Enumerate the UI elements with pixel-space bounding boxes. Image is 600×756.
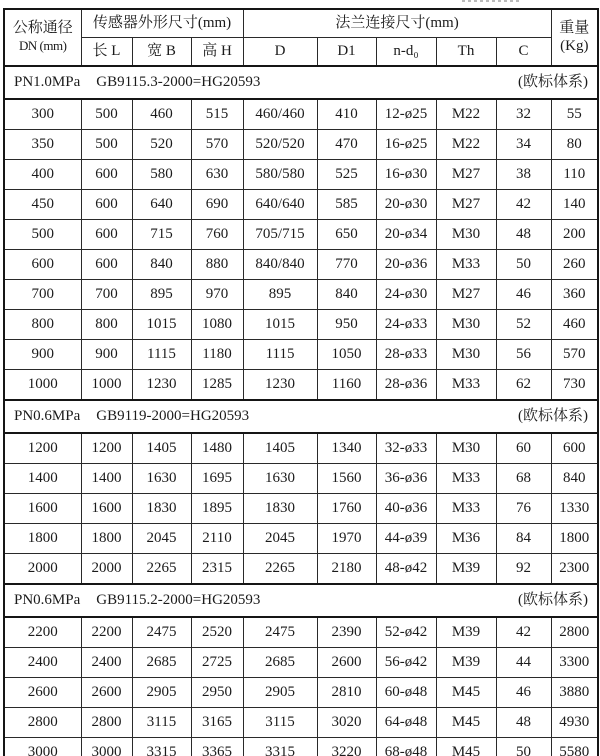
table-cell: 140 bbox=[551, 190, 598, 220]
section-header-cell bbox=[4, 66, 598, 99]
table-cell: 60-ø48 bbox=[376, 678, 436, 708]
table-cell: 895 bbox=[132, 280, 191, 310]
table-cell: 1230 bbox=[132, 370, 191, 401]
section-header-row bbox=[4, 66, 598, 99]
table-cell: 800 bbox=[81, 310, 132, 340]
table-cell: 12-ø25 bbox=[376, 99, 436, 130]
table-cell: 80 bbox=[551, 130, 598, 160]
table-cell: 1695 bbox=[191, 464, 243, 494]
table-cell: M33 bbox=[436, 370, 496, 401]
table-cell: 460 bbox=[132, 99, 191, 130]
table-cell: 950 bbox=[317, 310, 376, 340]
table-cell: 50 bbox=[496, 250, 551, 280]
table-cell: 1200 bbox=[4, 433, 81, 464]
table-cell: 600 bbox=[81, 190, 132, 220]
column-header-weight bbox=[551, 9, 598, 66]
table-cell: 1480 bbox=[191, 433, 243, 464]
table-cell: 895 bbox=[243, 280, 317, 310]
table-cell: M45 bbox=[436, 708, 496, 738]
table-row bbox=[4, 648, 598, 678]
table-cell: 200 bbox=[551, 220, 598, 250]
column-header-dn bbox=[4, 9, 81, 66]
section-region-note: (欧标体系) bbox=[518, 591, 589, 608]
table-cell: 1630 bbox=[132, 464, 191, 494]
table-cell: 3365 bbox=[191, 738, 243, 756]
table-cell: 3020 bbox=[317, 708, 376, 738]
table-cell: 700 bbox=[81, 280, 132, 310]
table-cell: 470 bbox=[317, 130, 376, 160]
table-cell: 1000 bbox=[4, 370, 81, 401]
column-header-height: 高 H bbox=[191, 38, 243, 67]
table-cell: 1600 bbox=[81, 494, 132, 524]
table-cell: 2475 bbox=[243, 617, 317, 648]
table-cell: 1970 bbox=[317, 524, 376, 554]
table-cell: 3300 bbox=[551, 648, 598, 678]
table-cell: 2180 bbox=[317, 554, 376, 585]
table-cell: 42 bbox=[496, 190, 551, 220]
section-standard-label: GB9115.3-2000=HG20593 bbox=[96, 73, 261, 90]
table-cell: 700 bbox=[4, 280, 81, 310]
table-cell: 900 bbox=[81, 340, 132, 370]
table-row bbox=[4, 433, 598, 464]
table-cell: 1015 bbox=[243, 310, 317, 340]
table-cell: 68 bbox=[496, 464, 551, 494]
table-cell: 1230 bbox=[243, 370, 317, 401]
table-cell: 2390 bbox=[317, 617, 376, 648]
scan-artifact bbox=[462, 0, 520, 2]
table-cell: 52-ø42 bbox=[376, 617, 436, 648]
table-cell: 460/460 bbox=[243, 99, 317, 130]
table-cell: 1400 bbox=[4, 464, 81, 494]
table-cell: 1830 bbox=[243, 494, 317, 524]
table-cell: 650 bbox=[317, 220, 376, 250]
table-cell: 600 bbox=[81, 220, 132, 250]
table-cell: 1115 bbox=[132, 340, 191, 370]
table-cell: 20-ø34 bbox=[376, 220, 436, 250]
section-pressure-label: PN0.6MPa bbox=[14, 591, 81, 608]
table-cell: 1340 bbox=[317, 433, 376, 464]
dn-header-line2: DN (mm) bbox=[19, 37, 67, 53]
table-cell: 580 bbox=[132, 160, 191, 190]
table-row bbox=[4, 738, 598, 756]
table-row bbox=[4, 250, 598, 280]
table-cell: 705/715 bbox=[243, 220, 317, 250]
table-cell: 48-ø42 bbox=[376, 554, 436, 585]
table-cell: 36-ø36 bbox=[376, 464, 436, 494]
column-header-th: Th bbox=[436, 38, 496, 67]
table-cell: 46 bbox=[496, 678, 551, 708]
table-cell: 3165 bbox=[191, 708, 243, 738]
table-row bbox=[4, 554, 598, 585]
table-cell: 500 bbox=[81, 99, 132, 130]
table-cell: 2475 bbox=[132, 617, 191, 648]
table-cell: 62 bbox=[496, 370, 551, 401]
column-header-width: 宽 B bbox=[132, 38, 191, 67]
table-cell: 520 bbox=[132, 130, 191, 160]
table-cell: 16-ø25 bbox=[376, 130, 436, 160]
table-cell: 76 bbox=[496, 494, 551, 524]
table-cell: 2600 bbox=[81, 678, 132, 708]
table-cell: 3220 bbox=[317, 738, 376, 756]
table-cell: M36 bbox=[436, 524, 496, 554]
table-cell: 1115 bbox=[243, 340, 317, 370]
table-header bbox=[4, 9, 598, 66]
table-cell: 970 bbox=[191, 280, 243, 310]
table-cell: M30 bbox=[436, 340, 496, 370]
table-cell: 2300 bbox=[551, 554, 598, 585]
table-cell: 630 bbox=[191, 160, 243, 190]
table-cell: 44-ø39 bbox=[376, 524, 436, 554]
table-cell: 580/580 bbox=[243, 160, 317, 190]
table-cell: 2400 bbox=[81, 648, 132, 678]
table-cell: 2950 bbox=[191, 678, 243, 708]
table-cell: 48 bbox=[496, 220, 551, 250]
table-cell: 760 bbox=[191, 220, 243, 250]
table-cell: 3000 bbox=[4, 738, 81, 756]
table-cell: 1285 bbox=[191, 370, 243, 401]
table-cell: 2315 bbox=[191, 554, 243, 585]
table-cell: 1330 bbox=[551, 494, 598, 524]
table-cell: 1830 bbox=[132, 494, 191, 524]
table-cell: 68-ø48 bbox=[376, 738, 436, 756]
table-row bbox=[4, 370, 598, 401]
table-cell: 600 bbox=[4, 250, 81, 280]
section-pressure-label: PN0.6MPa bbox=[14, 407, 81, 424]
table-cell: 40-ø36 bbox=[376, 494, 436, 524]
table-cell: 525 bbox=[317, 160, 376, 190]
table-cell: 770 bbox=[317, 250, 376, 280]
table-cell: 20-ø36 bbox=[376, 250, 436, 280]
table-cell: 44 bbox=[496, 648, 551, 678]
table-cell: 2045 bbox=[132, 524, 191, 554]
weight-header-line2: (Kg) bbox=[560, 37, 589, 54]
table-cell: 570 bbox=[191, 130, 243, 160]
table-cell: 2200 bbox=[4, 617, 81, 648]
section-header-row bbox=[4, 400, 598, 433]
column-header-d: D bbox=[243, 38, 317, 67]
table-cell: M33 bbox=[436, 494, 496, 524]
table-cell: 3115 bbox=[243, 708, 317, 738]
table-cell: 350 bbox=[4, 130, 81, 160]
table-cell: 640 bbox=[132, 190, 191, 220]
table-cell: 515 bbox=[191, 99, 243, 130]
table-cell: 42 bbox=[496, 617, 551, 648]
table-cell: 570 bbox=[551, 340, 598, 370]
table-cell: 400 bbox=[4, 160, 81, 190]
table-cell: 2800 bbox=[4, 708, 81, 738]
table-cell: 460 bbox=[551, 310, 598, 340]
table-cell: 2265 bbox=[132, 554, 191, 585]
table-cell: 1080 bbox=[191, 310, 243, 340]
table-cell: 3315 bbox=[243, 738, 317, 756]
table-cell: 110 bbox=[551, 160, 598, 190]
table-cell: 1405 bbox=[243, 433, 317, 464]
table-cell: 360 bbox=[551, 280, 598, 310]
table-cell: M39 bbox=[436, 554, 496, 585]
section-header-cell bbox=[4, 584, 598, 617]
table-cell: 690 bbox=[191, 190, 243, 220]
section-region-note: (欧标体系) bbox=[518, 407, 589, 424]
table-cell: 500 bbox=[81, 130, 132, 160]
table-cell: 2685 bbox=[243, 648, 317, 678]
table-cell: 3880 bbox=[551, 678, 598, 708]
table-cell: M22 bbox=[436, 130, 496, 160]
table-row bbox=[4, 280, 598, 310]
table-cell: M39 bbox=[436, 617, 496, 648]
flange-dimension-table bbox=[3, 8, 599, 756]
header-row-groups bbox=[4, 9, 598, 38]
table-cell: 28-ø33 bbox=[376, 340, 436, 370]
table-cell: M33 bbox=[436, 250, 496, 280]
table-cell: M30 bbox=[436, 220, 496, 250]
table-cell: 1160 bbox=[317, 370, 376, 401]
table-row bbox=[4, 130, 598, 160]
table-cell: 56 bbox=[496, 340, 551, 370]
table-cell: 715 bbox=[132, 220, 191, 250]
table-cell: 2725 bbox=[191, 648, 243, 678]
table-cell: 34 bbox=[496, 130, 551, 160]
table-cell: 32 bbox=[496, 99, 551, 130]
table-cell: 1800 bbox=[551, 524, 598, 554]
table-cell: 1895 bbox=[191, 494, 243, 524]
table-cell: 1050 bbox=[317, 340, 376, 370]
table-cell: 3000 bbox=[81, 738, 132, 756]
section-pressure-label: PN1.0MPa bbox=[14, 73, 81, 90]
table-cell: 64-ø48 bbox=[376, 708, 436, 738]
table-cell: 730 bbox=[551, 370, 598, 401]
table-cell: 2810 bbox=[317, 678, 376, 708]
section-standard-label: GB9115.2-2000=HG20593 bbox=[96, 591, 261, 608]
weight-header-line1: 重量 bbox=[559, 20, 590, 37]
table-cell: 2685 bbox=[132, 648, 191, 678]
section-header-cell bbox=[4, 400, 598, 433]
table-cell: 24-ø30 bbox=[376, 280, 436, 310]
table-cell: 260 bbox=[551, 250, 598, 280]
dn-header-line1: 公称通径 bbox=[12, 20, 73, 37]
table-cell: 1560 bbox=[317, 464, 376, 494]
table-cell: 840 bbox=[132, 250, 191, 280]
column-header-c: C bbox=[496, 38, 551, 67]
table-cell: 640/640 bbox=[243, 190, 317, 220]
table-cell: 1630 bbox=[243, 464, 317, 494]
table-cell: M27 bbox=[436, 160, 496, 190]
table-row bbox=[4, 99, 598, 130]
table-cell: 32-ø33 bbox=[376, 433, 436, 464]
table-cell: 1400 bbox=[81, 464, 132, 494]
section-region-note: (欧标体系) bbox=[518, 73, 589, 90]
table-cell: 20-ø30 bbox=[376, 190, 436, 220]
table-cell: 2000 bbox=[4, 554, 81, 585]
table-cell: 1180 bbox=[191, 340, 243, 370]
table-cell: 56-ø42 bbox=[376, 648, 436, 678]
table-cell: 2400 bbox=[4, 648, 81, 678]
table-cell: M30 bbox=[436, 310, 496, 340]
table-cell: 840/840 bbox=[243, 250, 317, 280]
table-cell: 520/520 bbox=[243, 130, 317, 160]
table-cell: 1015 bbox=[132, 310, 191, 340]
table-row bbox=[4, 524, 598, 554]
table-cell: 410 bbox=[317, 99, 376, 130]
table-cell: 600 bbox=[551, 433, 598, 464]
table-cell: M45 bbox=[436, 738, 496, 756]
table-cell: 600 bbox=[81, 250, 132, 280]
table-row bbox=[4, 190, 598, 220]
column-header-d1: D1 bbox=[317, 38, 376, 67]
table-row bbox=[4, 464, 598, 494]
table-cell: 92 bbox=[496, 554, 551, 585]
table-cell: 585 bbox=[317, 190, 376, 220]
table-cell: 3315 bbox=[132, 738, 191, 756]
table-cell: 2600 bbox=[317, 648, 376, 678]
group-header-flange-dimensions: 法兰连接尺寸(mm) bbox=[243, 9, 551, 38]
table-cell: 840 bbox=[317, 280, 376, 310]
table-cell: 48 bbox=[496, 708, 551, 738]
table-cell: 1000 bbox=[81, 370, 132, 401]
table-cell: M27 bbox=[436, 280, 496, 310]
table-cell: M39 bbox=[436, 648, 496, 678]
table-cell: 1405 bbox=[132, 433, 191, 464]
table-row bbox=[4, 678, 598, 708]
table-cell: M45 bbox=[436, 678, 496, 708]
table-cell: 38 bbox=[496, 160, 551, 190]
table-cell: 2265 bbox=[243, 554, 317, 585]
table-cell: 24-ø33 bbox=[376, 310, 436, 340]
table-cell: 4930 bbox=[551, 708, 598, 738]
table-row bbox=[4, 708, 598, 738]
table-cell: 1600 bbox=[4, 494, 81, 524]
table-cell: 1800 bbox=[4, 524, 81, 554]
table-row bbox=[4, 310, 598, 340]
table-cell: 2200 bbox=[81, 617, 132, 648]
table-cell: 16-ø30 bbox=[376, 160, 436, 190]
table-cell: 50 bbox=[496, 738, 551, 756]
table-row bbox=[4, 220, 598, 250]
section-standard-label: GB9119-2000=HG20593 bbox=[96, 407, 250, 424]
group-header-sensor-dimensions: 传感器外形尺寸(mm) bbox=[81, 9, 243, 38]
section-header-row bbox=[4, 584, 598, 617]
table-cell: 2110 bbox=[191, 524, 243, 554]
table-row bbox=[4, 617, 598, 648]
table-cell: 2905 bbox=[132, 678, 191, 708]
header-row-subcolumns bbox=[4, 38, 598, 67]
table-cell: 2000 bbox=[81, 554, 132, 585]
table-cell: M30 bbox=[436, 433, 496, 464]
table-cell: 3115 bbox=[132, 708, 191, 738]
table-cell: M22 bbox=[436, 99, 496, 130]
table-cell: 28-ø36 bbox=[376, 370, 436, 401]
table-cell: 880 bbox=[191, 250, 243, 280]
table-cell: 46 bbox=[496, 280, 551, 310]
table-cell: 55 bbox=[551, 99, 598, 130]
table-row bbox=[4, 494, 598, 524]
table-row bbox=[4, 340, 598, 370]
table-cell: 2600 bbox=[4, 678, 81, 708]
column-header-n-d0: n-d₀ bbox=[376, 38, 436, 67]
table-cell: M27 bbox=[436, 190, 496, 220]
table-cell: M33 bbox=[436, 464, 496, 494]
table-body bbox=[4, 66, 598, 756]
table-cell: 2800 bbox=[81, 708, 132, 738]
table-cell: 800 bbox=[4, 310, 81, 340]
table-cell: 450 bbox=[4, 190, 81, 220]
table-cell: 2045 bbox=[243, 524, 317, 554]
table-cell: 5580 bbox=[551, 738, 598, 756]
table-cell: 84 bbox=[496, 524, 551, 554]
table-cell: 52 bbox=[496, 310, 551, 340]
table-cell: 500 bbox=[4, 220, 81, 250]
table-cell: 600 bbox=[81, 160, 132, 190]
table-cell: 2520 bbox=[191, 617, 243, 648]
table-cell: 1200 bbox=[81, 433, 132, 464]
table-row bbox=[4, 160, 598, 190]
table-cell: 2905 bbox=[243, 678, 317, 708]
table-cell: 60 bbox=[496, 433, 551, 464]
table-cell: 900 bbox=[4, 340, 81, 370]
table-cell: 1760 bbox=[317, 494, 376, 524]
table-cell: 840 bbox=[551, 464, 598, 494]
table-cell: 2800 bbox=[551, 617, 598, 648]
table-cell: 300 bbox=[4, 99, 81, 130]
column-header-length: 长 L bbox=[81, 38, 132, 67]
table-cell: 1800 bbox=[81, 524, 132, 554]
